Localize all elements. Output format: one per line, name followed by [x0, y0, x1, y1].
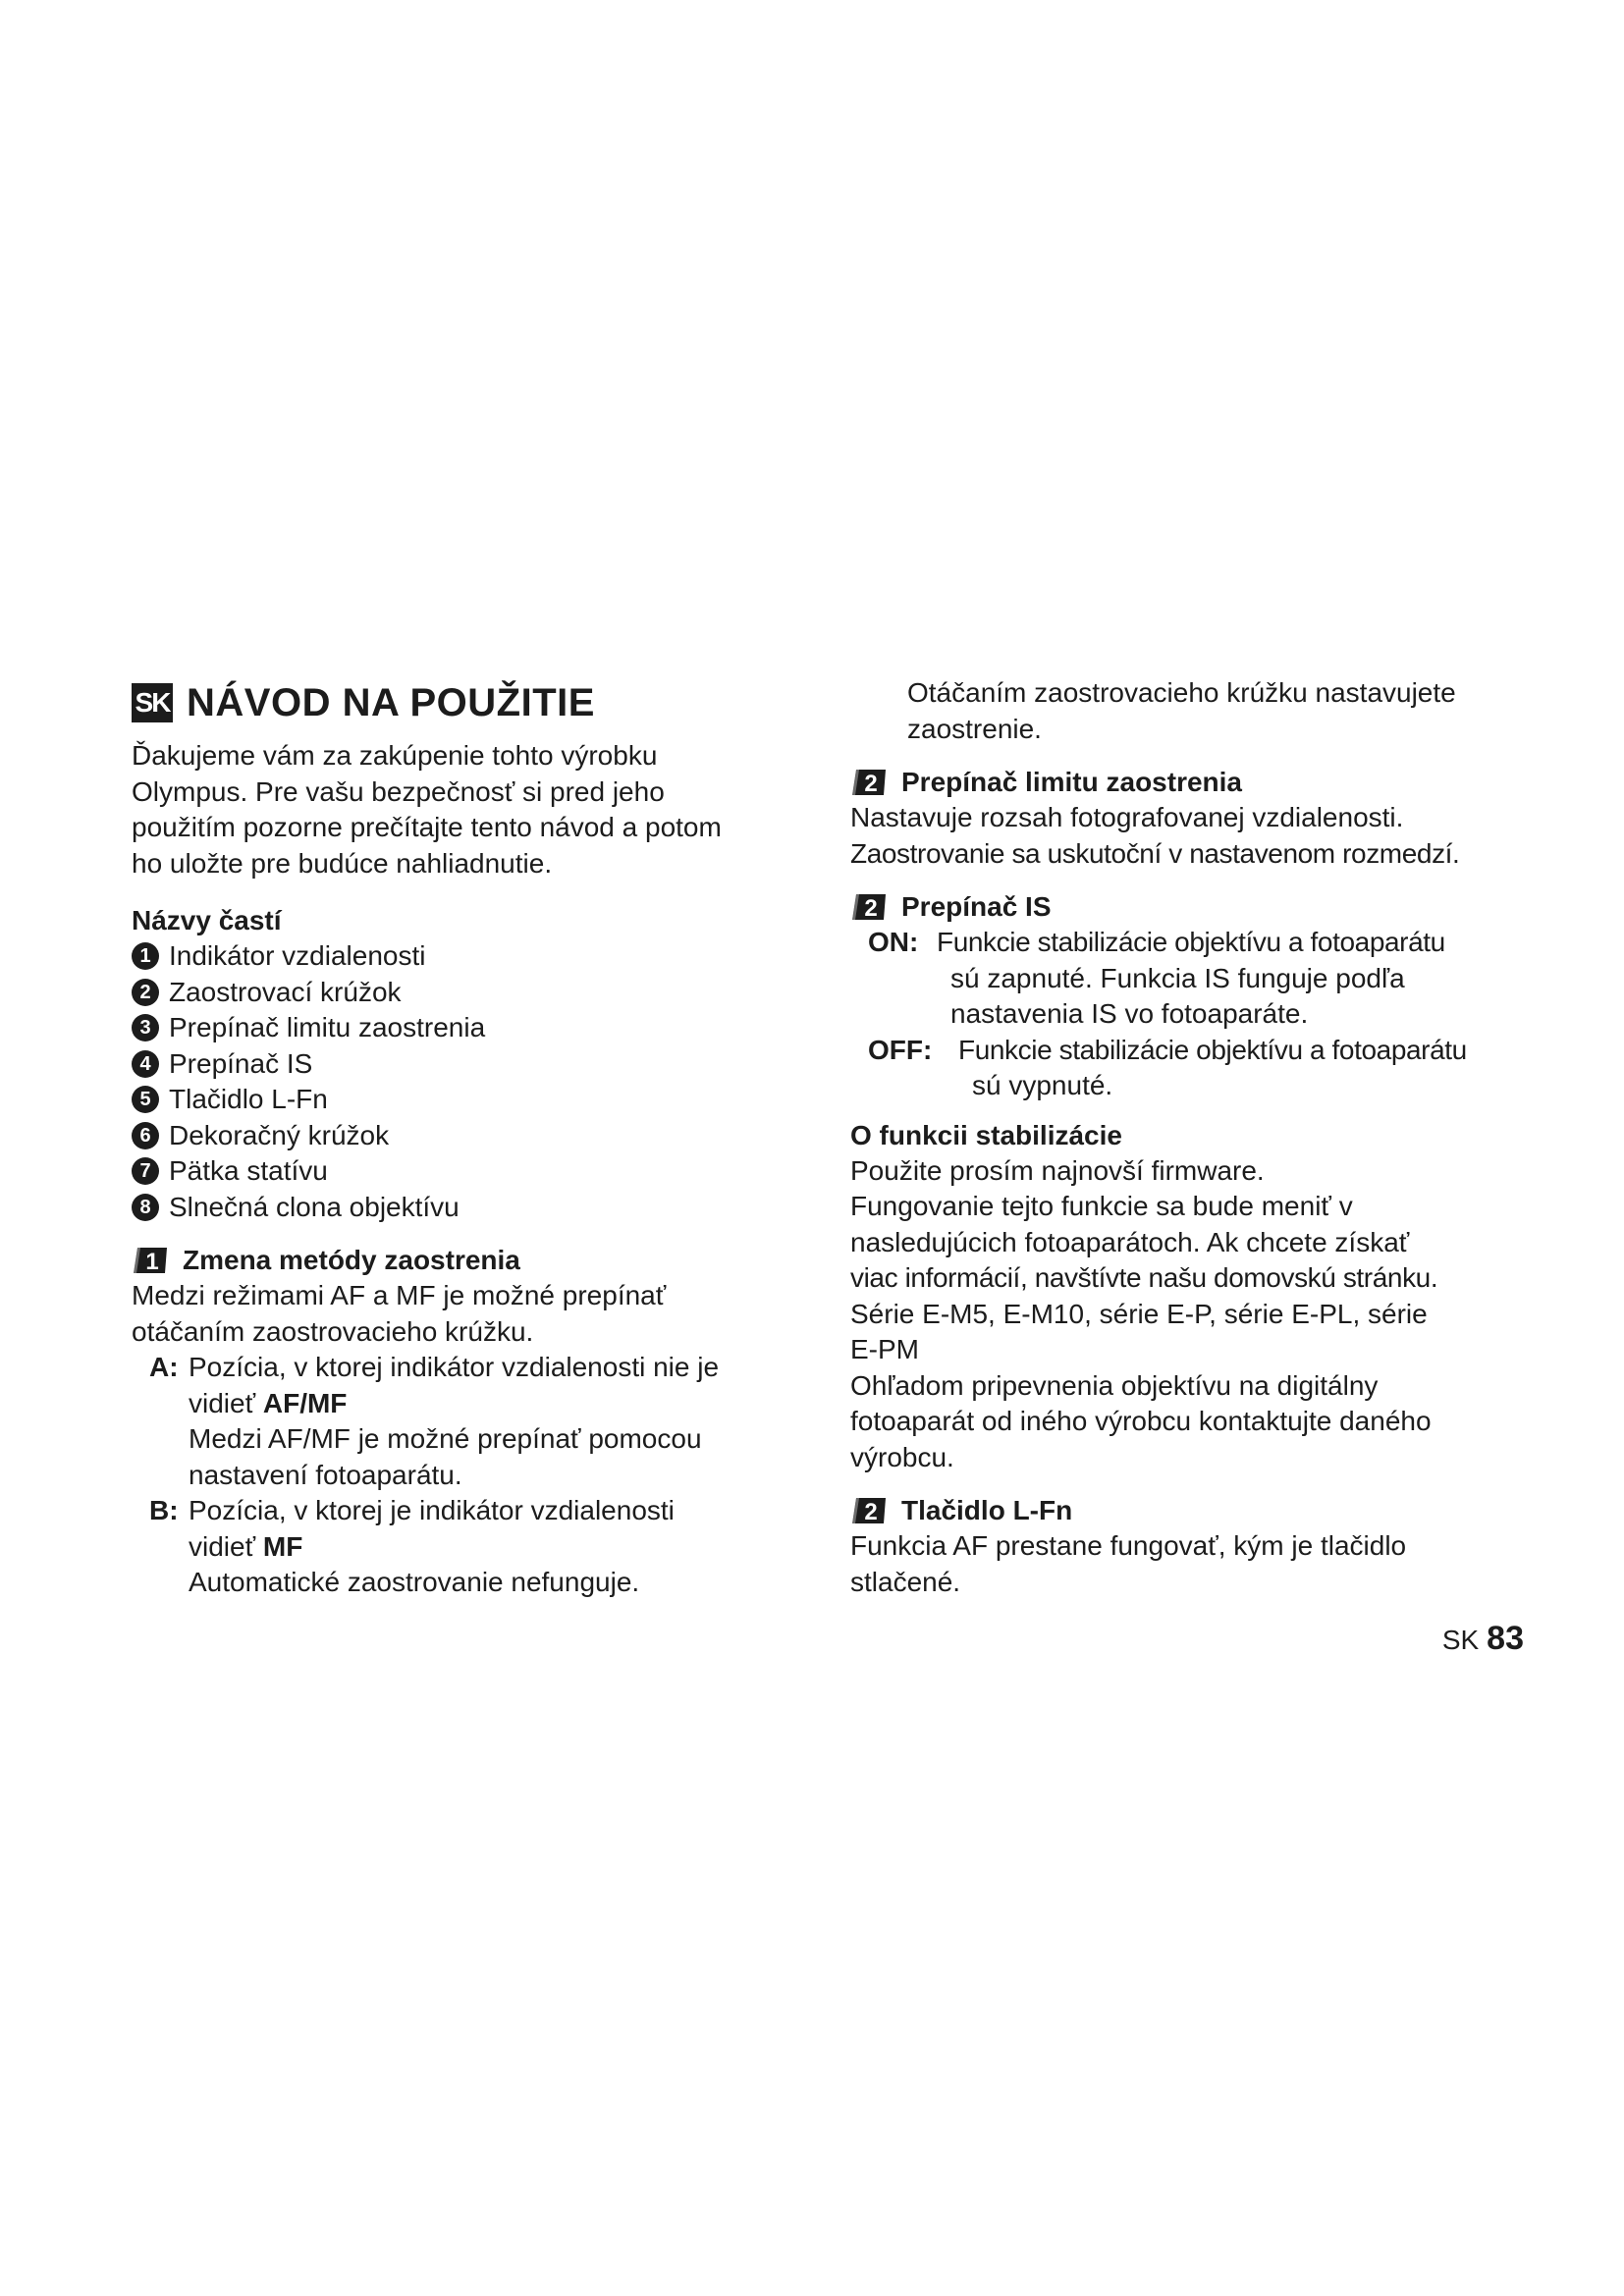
stabilization-line: Série E-M5, E-M10, série E-P, série E-PL, série: [850, 1298, 1428, 1329]
stabilization-line: viac informácií, navštívte našu domovskú stránku.: [850, 1262, 1438, 1293]
intro-line: Ďakujeme vám za zakúpenie tohto výrobku: [132, 740, 658, 771]
part-label: Zaostrovací krúžok: [169, 976, 402, 1007]
position-a-key: A:: [149, 1352, 179, 1382]
parts-list: [132, 938, 809, 1225]
position-b: [132, 1493, 809, 1601]
part-label: Prepínač IS: [169, 1047, 313, 1079]
stabilization-text: [850, 1153, 1528, 1476]
page-title: [132, 675, 809, 730]
stabilization-line: výrobcu.: [850, 1441, 954, 1472]
part-item: [132, 938, 809, 975]
focus-limit-heading: Prepínač limitu zaostrenia: [901, 767, 1242, 797]
step-1-icon: [132, 1244, 173, 1277]
lfn-button-heading: Tlačidlo L-Fn: [901, 1495, 1073, 1525]
is-on-text: Funkcie stabilizácie objektívu a fotoaparátu: [937, 927, 1445, 957]
focus-ring-note-line: zaostrenie.: [907, 713, 1042, 744]
focus-limit-text: Nastavuje rozsah fotografovanej vzdialenosti.: [850, 802, 1404, 832]
number-5-icon: 5: [132, 1086, 159, 1113]
position-b-text: Pozícia, v ktorej je indikátor vzdialenosti: [189, 1495, 675, 1525]
number-3-icon: 3: [132, 1014, 159, 1041]
is-on-text: sú zapnuté. Funkcia IS funguje podľa: [950, 962, 1405, 993]
number-4-icon: 4: [132, 1050, 159, 1078]
svg-text:1: 1: [145, 1249, 159, 1275]
position-a: [132, 1350, 809, 1493]
number-2-icon: 2: [132, 979, 159, 1006]
number-1-icon: 1: [132, 942, 159, 970]
page-number: [1442, 1620, 1524, 1658]
position-b-text: vidieť MF: [189, 1530, 303, 1562]
is-on-key: ON:: [868, 927, 919, 957]
is-switch-heading: Prepínač IS: [901, 891, 1052, 922]
intro-line: ho uložte pre budúce nahliadnutie.: [132, 847, 553, 879]
part-label: Pätka statívu: [169, 1155, 328, 1186]
stabilization-line: Ohľadom pripevnenia objektívu na digitálny: [850, 1369, 1379, 1401]
part-label: Indikátor vzdialenosti: [169, 940, 426, 971]
step-2-icon: [850, 766, 892, 799]
lfn-button-text: stlačené.: [850, 1566, 961, 1597]
is-switch-header: [850, 889, 1528, 925]
stabilization-heading: O funkcii stabilizácie: [850, 1119, 1122, 1150]
intro-paragraph: [132, 738, 809, 881]
focus-method-text: otáčaním zaostrovacieho krúžku.: [132, 1315, 534, 1347]
part-label: Slnečná clona objektívu: [169, 1191, 460, 1222]
stabilization-line: E-PM: [850, 1334, 919, 1364]
svg-text:2: 2: [864, 895, 878, 922]
position-b-note: Automatické zaostrovanie nefunguje.: [189, 1567, 640, 1597]
page-number-value: 83: [1487, 1620, 1524, 1657]
focus-method-heading: Zmena metódy zaostrenia: [183, 1245, 520, 1275]
mf-label: MF: [262, 1530, 303, 1562]
lfn-button-header: [850, 1493, 1528, 1528]
number-7-icon: 7: [132, 1157, 159, 1185]
part-item: [132, 1082, 809, 1118]
stabilization-line: Fungovanie tejto funkcie sa bude meniť v: [850, 1191, 1353, 1221]
part-item: [132, 1190, 809, 1226]
position-a-text: vidieť AF/MF: [189, 1387, 348, 1418]
part-label: Dekoračný krúžok: [169, 1119, 390, 1150]
position-a-note: nastavení fotoaparátu.: [189, 1459, 462, 1490]
is-off: [850, 1033, 1528, 1104]
part-item: [132, 1153, 809, 1190]
step-2-icon: [850, 1494, 892, 1527]
is-on-text: nastavenia IS vo fotoaparáte.: [950, 998, 1309, 1029]
step-2-icon: [850, 890, 892, 924]
number-8-icon: 8: [132, 1194, 159, 1221]
focus-limit-text: Zaostrovanie sa uskutoční v nastavenom rozmedzí.: [850, 837, 1460, 869]
part-item: [132, 1010, 809, 1046]
is-on: [850, 925, 1528, 1033]
lfn-button-text: Funkcia AF prestane fungovať, kým je tlačidlo: [850, 1530, 1407, 1561]
svg-text:2: 2: [864, 1499, 878, 1525]
position-b-key: B:: [149, 1495, 179, 1525]
af-mf-label: AF/MF: [262, 1387, 348, 1418]
is-off-text: Funkcie stabilizácie objektívu a fotoaparátu: [958, 1034, 1467, 1065]
svg-text:2: 2: [864, 771, 878, 797]
is-off-text: sú vypnuté.: [972, 1070, 1113, 1100]
stabilization-line: nasledujúcich fotoaparátoch. Ak chcete získať: [850, 1226, 1410, 1257]
language-badge: SK: [132, 683, 173, 722]
position-a-text: Pozícia, v ktorej indikátor vzdialenosti nie je: [189, 1352, 720, 1382]
part-item: [132, 975, 809, 1011]
part-label: Prepínač limitu zaostrenia: [169, 1012, 486, 1042]
page-lang: SK: [1441, 1625, 1480, 1655]
position-a-note: Medzi AF/MF je možné prepínať pomocou: [189, 1423, 702, 1454]
is-off-key: OFF:: [868, 1034, 933, 1065]
intro-line: použitím pozorne prečítajte tento návod a potom: [132, 812, 722, 842]
title-text: NÁVOD NA POUŽITIE: [187, 680, 595, 724]
stabilization-line: fotoaparát od iného výrobcu kontaktujte daného: [850, 1406, 1432, 1436]
part-item: [132, 1118, 809, 1154]
parts-heading: Názvy častí: [132, 905, 282, 935]
focus-method-header: [132, 1243, 809, 1278]
part-item: [132, 1046, 809, 1083]
focus-limit-header: [850, 765, 1528, 800]
focus-ring-note-line: Otáčaním zaostrovacieho krúžku nastavujete: [907, 677, 1456, 708]
right-column: [850, 675, 1528, 1600]
part-label: Tlačidlo L-Fn: [169, 1084, 328, 1114]
focus-ring-note: [850, 675, 1528, 747]
left-column: [132, 675, 809, 1601]
stabilization-line: Použite prosím najnovší firmware.: [850, 1154, 1265, 1186]
intro-line: Olympus. Pre vašu bezpečnosť si pred jeho: [132, 775, 665, 807]
focus-method-text: Medzi režimami AF a MF je možné prepínať: [132, 1280, 667, 1310]
number-6-icon: 6: [132, 1122, 159, 1149]
